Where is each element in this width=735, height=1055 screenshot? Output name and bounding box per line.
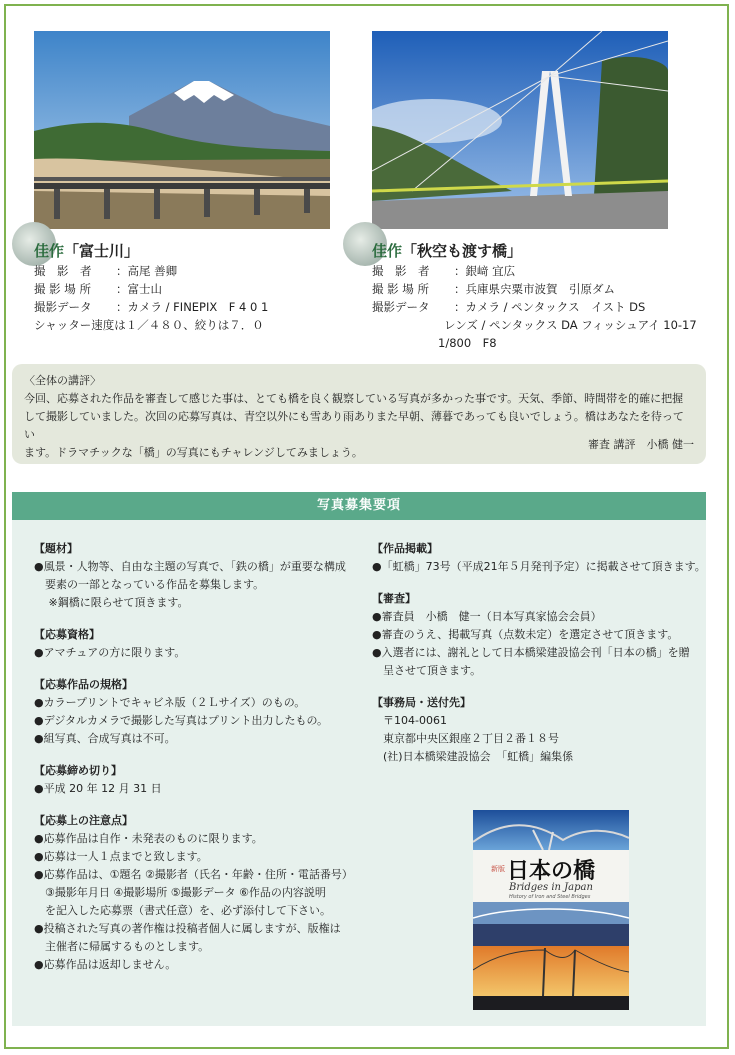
section-line: ●応募作品は自作・未発表のものに限ります。 — [34, 832, 263, 845]
section-title: 【応募上の注意点】 — [34, 814, 133, 827]
section-line: ●応募は一人１点までと致します。 — [34, 850, 208, 863]
section-line: 要素の一部となっている作品を募集します。 — [34, 578, 265, 591]
photo2-row: 撮 影 者 ：銀﨑 宜広 — [372, 264, 516, 278]
section-line: ●審査員 小橋 健一（日本写真家協会会員） — [372, 610, 602, 623]
review-signature: 審査 講評 小橋 健一 — [588, 438, 694, 451]
caption-photo2 — [372, 240, 697, 352]
section-line: ●風景・人物等、自由な主題の写真で、「鉄の橋」が重要な構成 — [34, 560, 346, 573]
requirements-header: 写真募集要項 — [12, 492, 706, 520]
section-title: 【題材】 — [34, 542, 78, 555]
section-line: ●応募作品は返却しません。 — [34, 958, 177, 971]
section-line: ●投稿された写真の著作権は投稿者個人に属しますが、版権は — [34, 922, 341, 935]
section-line: ●応募作品は、①題名 ②撮影者（氏名・年齢・住所・電話番号） — [34, 868, 353, 881]
section-line: ●カラープリントでキャビネ版（２Ｌサイズ）のもの。 — [34, 696, 306, 709]
photo2-row: 撮影データ ：カメラ / ペンタックス イスト DS — [372, 300, 646, 314]
requirements-right-column — [372, 540, 706, 780]
section-title: 【作品掲載】 — [372, 542, 438, 555]
photo2-row: 撮 影 場 所 ：兵庫県宍粟市波賀 引原ダム — [372, 282, 615, 296]
section-title: 【応募締め切り】 — [34, 764, 122, 777]
photo1-row: 撮 影 場 所 ：富士山 — [34, 282, 162, 296]
overall-review — [12, 364, 706, 464]
photo1-row: 撮影データ ：カメラ / FINEPIX F 4 0 1 — [34, 300, 269, 314]
requirement-section — [34, 812, 364, 974]
photo1-row: 撮 影 者 ：高尾 善卿 — [34, 264, 178, 278]
section-title: 【事務局・送付先】 — [372, 696, 471, 709]
section-line: ●入選者には、謝礼として日本橋梁建設協会刊「日本の橋」を贈 — [372, 646, 690, 659]
review-line: 今回、応募された作品を審査して感じた事は、とても橋を良く観察している写真が多かった事です。天気、季節、時間帯を的確に把握 — [24, 392, 684, 405]
section-title: 【応募作品の規格】 — [34, 678, 133, 691]
section-line: 呈させて頂きます。 — [372, 664, 482, 677]
requirement-section — [34, 762, 364, 798]
section-line: 東京都中央区銀座２丁目２番１８号 — [372, 732, 559, 745]
photo1-row: シャッター速度は１／４８０、絞りは７．０ — [34, 318, 264, 332]
section-line: ●組写真、合成写真は不可。 — [34, 732, 176, 745]
photo2-title — [372, 240, 697, 262]
book-tagline: History of Iron and Steel Bridges — [509, 894, 591, 900]
section-line: ●平成 20 年 12 月 31 日 — [34, 782, 162, 795]
review-heading: 〈全体の講評〉 — [24, 374, 101, 387]
section-line: ●審査のうえ、掲載写真（点数未定）を選定させて頂きます。 — [372, 628, 679, 641]
photo2-award: 佳作 — [372, 242, 403, 260]
requirement-section — [372, 590, 702, 680]
photo1-title — [34, 240, 268, 262]
section-line: 〒104-0061 — [372, 714, 447, 727]
photo-akizora-bridge — [372, 31, 668, 229]
requirement-section — [34, 676, 364, 748]
caption-photo1 — [34, 240, 268, 334]
photo2-row: 1/800 F8 — [438, 336, 497, 350]
photo2-title-text: 「秋空も渡す橋」 — [402, 242, 523, 260]
section-line: (社)日本橋梁建設協会 「虹橋」編集係 — [372, 750, 574, 763]
review-line: ます。ドラマチックな「橋」の写真にもチャレンジしてみましょう。 — [24, 446, 363, 459]
section-line: ●アマチュアの方に限ります。 — [34, 646, 186, 659]
photo-fujikawa — [34, 31, 330, 229]
section-line: 主催者に帰属するものとします。 — [34, 940, 210, 953]
book-subtitle: Bridges in Japan — [509, 882, 593, 893]
requirement-section — [34, 540, 364, 612]
photo1-award: 佳作 — [34, 242, 65, 260]
review-line: して撮影していました。次回の応募写真は、青空以外にも雪あり雨ありまた早朝、薄暮であっても良いでしょう。橋はあなたを待ってい — [24, 410, 684, 441]
book-title: 日本の橋 — [507, 858, 596, 884]
requirements-left-column — [34, 540, 364, 988]
section-line: ※鋼橋に限らせて頂きます。 — [34, 596, 189, 609]
section-line: ●「虹橋」73号（平成21年５月発刊予定）に掲載させて頂きます。 — [372, 560, 706, 573]
section-line: ③撮影年月日 ④撮影場所 ⑤撮影データ ⑥作品の内容説明 — [34, 886, 326, 899]
requirement-section — [372, 540, 706, 576]
section-line: を記入した応募票（書式任意）を、必ず添付して下さい。 — [34, 904, 331, 917]
requirement-section — [34, 626, 364, 662]
book-cover-image — [473, 810, 629, 1010]
section-title: 【応募資格】 — [34, 628, 100, 641]
book-edition: 新版 — [491, 865, 505, 873]
section-line: ●デジタルカメラで撮影した写真はプリント出力したもの。 — [34, 714, 329, 727]
section-title: 【審査】 — [372, 592, 416, 605]
photo2-row: レンズ / ペンタックス DA フィッシュアイ 10-17 — [444, 318, 697, 332]
photo1-title-text: 「富士川」 — [64, 242, 140, 260]
requirement-section — [372, 694, 702, 766]
